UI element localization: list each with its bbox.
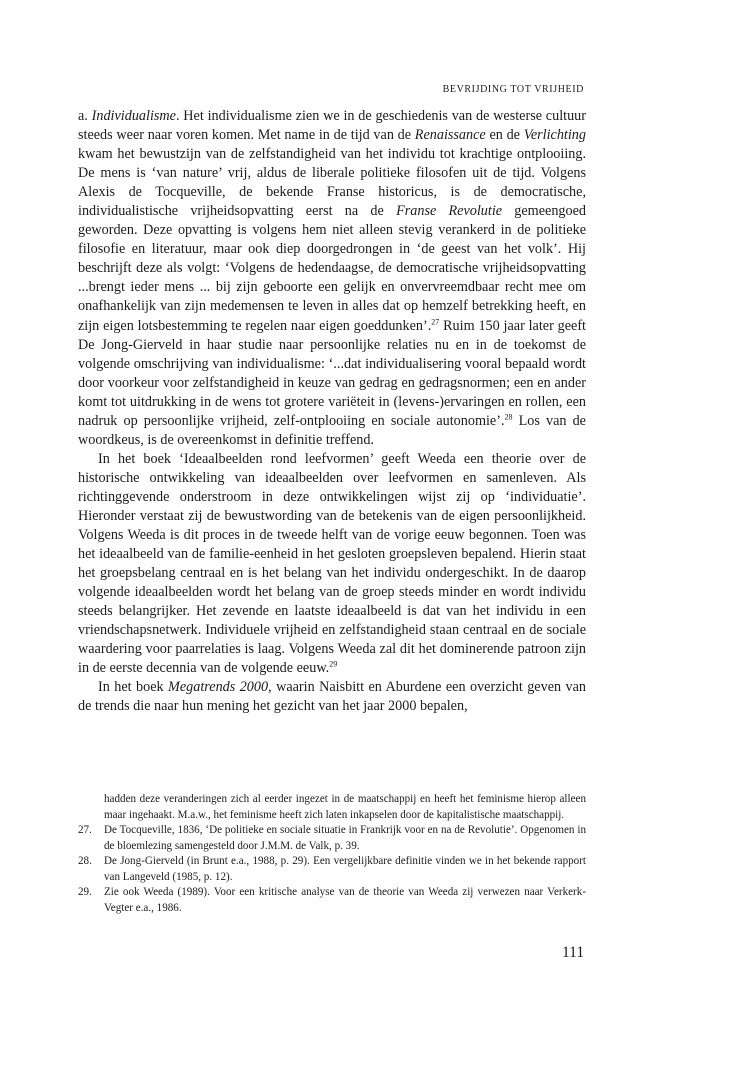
italic-term: Renaissance xyxy=(414,127,486,144)
footnote-ref: 28 xyxy=(504,412,513,422)
text-run: In het boek ‘Ideaalbeelden rond leefvormen’ geeft Weeda een theorie over de historische ontwikkeling van ideaalbeelden over leefvormen en samenleven. Als richtinggevende onderstroom in deze ontwikkelingen wijst zij op ‘individuatie’. Hieronder verstaat zij de bewustwording van de betekenis van de eigen persoonlijkheid. Volgens Weeda is dit proces in de tweede helft van de vorige eeuw begonnen. Toen was het ideaalbeeld van de familie-eenheid in het gesloten groepsleven bepalend. Hierin staat het groepsbelang centraal en is het belang van het individu ondergeschikt. In de daarop volgende ideaalbeelden wordt het belang van de groep steeds minder en wordt individu steeds belangrijker. Het zevende en laatste ideaalbeeld is dat van het individu in een vriendschapsnetwerk. Individuele vrijheid en zelfstandigheid staan centraal en de sociale waardering voor paarrelaties is laag. Volgens Weeda zal dit het dominerende patroon zijn in de eerste decennia van de volgende eeuw. xyxy=(78,450,586,677)
paragraph-megatrends xyxy=(78,678,586,716)
footnote-number: 28. xyxy=(78,855,92,867)
paragraph-weeda xyxy=(78,450,586,679)
text-run: a. xyxy=(78,108,92,124)
italic-term: Franse Revolutie xyxy=(396,203,503,220)
footnote-item xyxy=(78,823,586,854)
page-number: 111 xyxy=(562,944,585,961)
footnote-ref: 29 xyxy=(329,659,338,669)
italic-term: Verlichting xyxy=(523,127,586,144)
italic-title: Megatrends 2000 xyxy=(168,679,269,696)
footnote-number: 29. xyxy=(78,886,92,898)
paragraph-individualisme xyxy=(78,107,586,450)
text-run: Los van de woordkeus, is de overeenkomst in definitie treffend. xyxy=(78,412,586,448)
text-run: In het boek xyxy=(98,679,169,696)
footnote-continuation: hadden deze veranderingen zich al eerder ingezet in de maatschappij en heeft het feminisme hierop alleen maar ingehaakt. M.a.w., het feminisme heeft zich laten inkapselen door de kapitalistische maatschappij. xyxy=(104,793,586,821)
main-text xyxy=(78,107,586,717)
footnote-text: De Tocqueville, 1836, ‘De politieke en sociale situatie in Frankrijk voor en na de Revolutie’. Opgenomen in de bloemlezing samengesteld door J.M.M. de Valk, p. 39. xyxy=(104,824,586,852)
footnotes xyxy=(78,792,586,916)
text-run: . Het individualisme zien we in de geschiedenis van de westerse cultuur steeds weer naar voren komen. Met name in de tijd van de xyxy=(78,108,586,144)
footnote-number: 27. xyxy=(78,824,92,836)
footnote-text: De Jong-Gierveld (in Brunt e.a., 1988, p. 29). Een vergelijkbare definitie vinden we in het bekende rapport van Langeveld (1985, p. 12). xyxy=(104,855,586,883)
running-header: BEVRIJDING TOT VRIJHEID xyxy=(442,84,584,95)
text-run: kwam het bewustzijn van de zelfstandigheid van het individu tot krachtige ontplooiing. De mens is ‘van nature’ vrij, aldus de liberale politieke filosofen uit de tijd. Volgens Alexis de Tocqueville, de bekende Franse historicus, is de democratische, individualistische vrijheidsopvatting eerst na de xyxy=(78,146,586,220)
footnote-ref: 27 xyxy=(431,316,440,326)
italic-term: Individualisme xyxy=(91,108,176,124)
text-run: gemeengoed geworden. Deze opvatting is volgens hem niet alleen stevig verankerd in de politieke filosofie en literatuur, maar ook diep doorgedrongen in ‘de geest van het volk’. Hij beschrijft deze als volgt: ‘Volgens de hedendaagse, de democratische vrijheidsopvatting ...brengt ieder mens ... bij zijn geboorte een gelijk en onvervreemdbaar recht mee om onafhankelijk van zijn medemensen te leven in alles dat op hemzelf betrekking heeft, en zijn eigen lotsbestemming te regelen naar eigen goeddunken’. xyxy=(78,203,586,334)
footnote-item xyxy=(78,885,586,916)
footnote-item xyxy=(78,854,586,885)
text-run: Ruim 150 jaar later geeft De Jong-Gierveld in haar studie naar persoonlijke relaties nu en in de toekomst de volgende omschrijving van individualisme: ‘...dat individualisering vooral bepaald wordt door voorkeur voor zelfstandigheid in keuze van gedrag en gedragsnormen; een en ander komt tot uitdrukking in de wens tot grotere variëteit in (levens-)ervaringen en rollen, een nadruk op persoonlijke vrijheid, zelf-ontplooiing en sociale autonomie’. xyxy=(78,317,586,429)
text-run: en de xyxy=(485,127,524,144)
footnote-text: Zie ook Weeda (1989). Voor een kritische analyse van de theorie van Weeda zij verwezen naar Verkerk-Vegter e.a., 1986. xyxy=(104,886,586,914)
text-run: , waarin Naisbitt en Aburdene een overzicht geven van de trends die naar hun mening het gezicht van het jaar 2000 bepalen, xyxy=(78,679,586,715)
